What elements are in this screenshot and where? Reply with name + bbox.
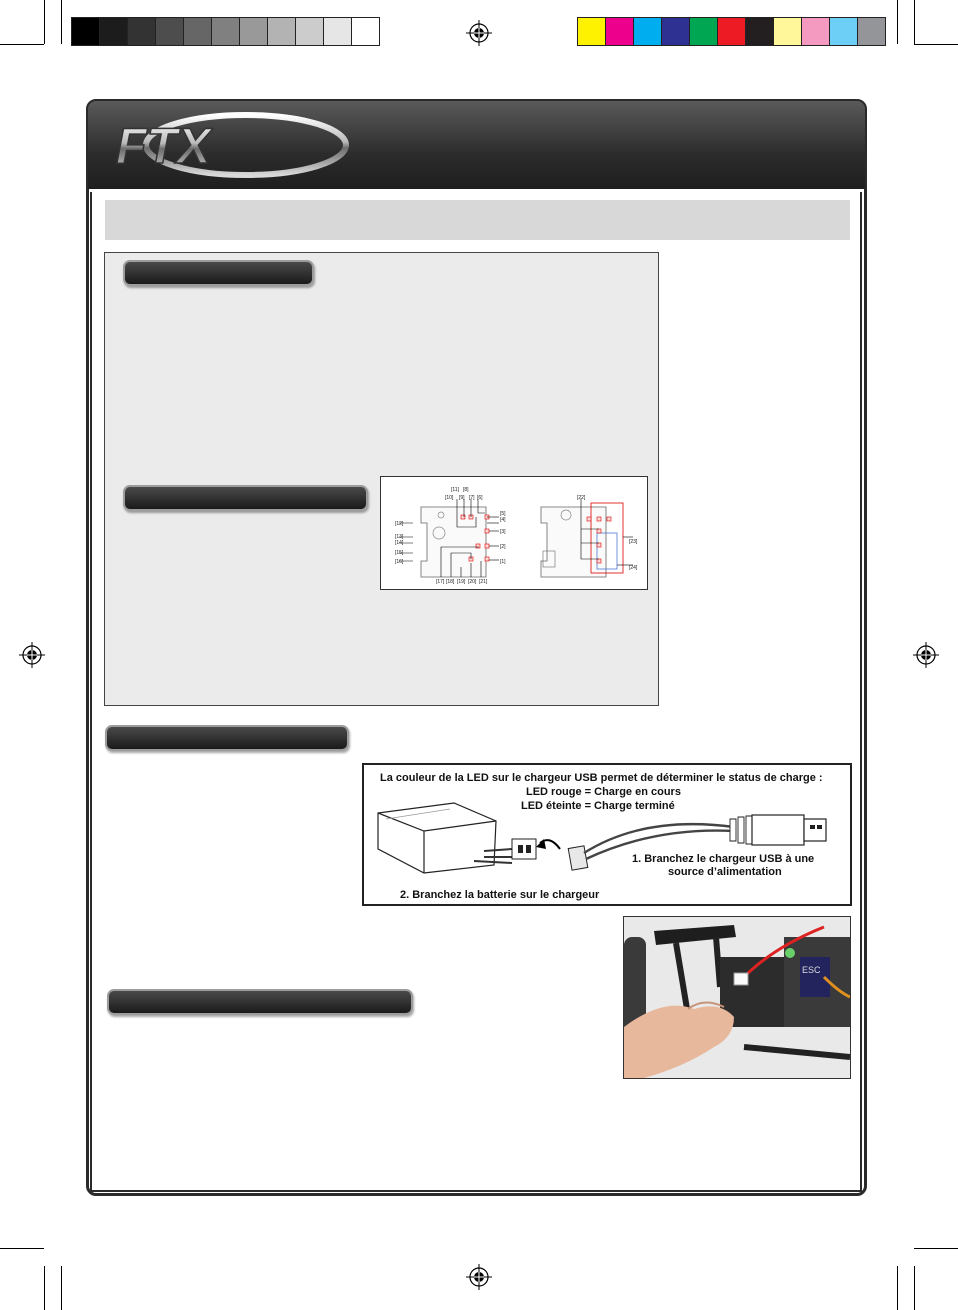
svg-text:[9]: [9] [459, 495, 465, 501]
color-swatch [717, 17, 746, 46]
color-swatch [155, 17, 184, 46]
color-swatch [351, 17, 380, 46]
led-off-text: LED éteinte = Charge terminé [521, 800, 675, 812]
svg-text:[21]: [21] [479, 579, 488, 585]
svg-text:[23]: [23] [629, 539, 638, 545]
svg-text:[20]: [20] [468, 579, 477, 585]
color-swatch [605, 17, 634, 46]
svg-text:[1]: [1] [500, 559, 506, 565]
svg-text:[17]: [17] [436, 579, 445, 585]
svg-text:[6]: [6] [477, 495, 483, 501]
step1-line1: 1. Branchez le chargeur USB à une [632, 853, 815, 865]
step2-text: 2. Branchez la batterie sur le chargeur [400, 889, 600, 901]
color-swatch [829, 17, 858, 46]
color-swatch [99, 17, 128, 46]
color-swatch [689, 17, 718, 46]
svg-text:[5]: [5] [500, 511, 506, 517]
color-swatch [295, 17, 324, 46]
ftx-logo [96, 103, 356, 189]
svg-text:[13]: [13] [395, 534, 404, 540]
color-swatch [633, 17, 662, 46]
heading-pill-2 [123, 485, 368, 511]
registration-mark-right [913, 642, 939, 668]
registration-mark-left [19, 642, 45, 668]
color-swatch [773, 17, 802, 46]
svg-text:[16]: [16] [395, 559, 404, 565]
svg-text:[19]: [19] [457, 579, 466, 585]
color-swatch [661, 17, 690, 46]
color-swatch [127, 17, 156, 46]
color-swatch [745, 17, 774, 46]
svg-text:[10]: [10] [445, 495, 454, 501]
color-swatch [577, 17, 606, 46]
usb-charging-diagram [362, 763, 852, 906]
color-swatch [71, 17, 100, 46]
svg-text:[14]: [14] [395, 540, 404, 546]
svg-text:[4]: [4] [500, 517, 506, 523]
svg-text:[12]: [12] [395, 521, 404, 527]
heading-pill-1 [123, 260, 314, 286]
heading-pill-4 [107, 989, 413, 1015]
led-intro-text: La couleur de la LED sur le chargeur USB permet de déterminer le status de charge : [380, 772, 823, 784]
color-swatch [267, 17, 296, 46]
color-swatch [239, 17, 268, 46]
installation-photo [623, 916, 851, 1079]
registration-mark-top [466, 20, 492, 46]
color-swatch [857, 17, 886, 46]
heading-pill-3 [105, 725, 349, 751]
led-red-text: LED rouge = Charge en cours [526, 786, 681, 798]
color-swatch [183, 17, 212, 46]
svg-text:[8]: [8] [463, 487, 469, 493]
header-band [88, 101, 865, 189]
section-title-band [105, 200, 850, 240]
svg-text:[15]: [15] [395, 550, 404, 556]
color-swatch [801, 17, 830, 46]
logo-text: FTX [116, 118, 211, 174]
color-swatch [211, 17, 240, 46]
svg-text:[22]: [22] [577, 495, 586, 501]
registration-mark-bottom [466, 1264, 492, 1290]
svg-text:[18]: [18] [446, 579, 455, 585]
svg-text:[3]: [3] [500, 529, 506, 535]
svg-text:[2]: [2] [500, 544, 506, 550]
color-swatch [323, 17, 352, 46]
svg-text:[11]: [11] [451, 487, 459, 493]
photo-esc-label: ESC [802, 965, 821, 975]
svg-text:[24]: [24] [629, 565, 638, 571]
battery-charger-illustration [364, 765, 850, 904]
wiring-diagram [380, 476, 648, 590]
step1-line2: source d’alimentation [668, 866, 782, 878]
svg-text:[7]: [7] [469, 495, 475, 501]
